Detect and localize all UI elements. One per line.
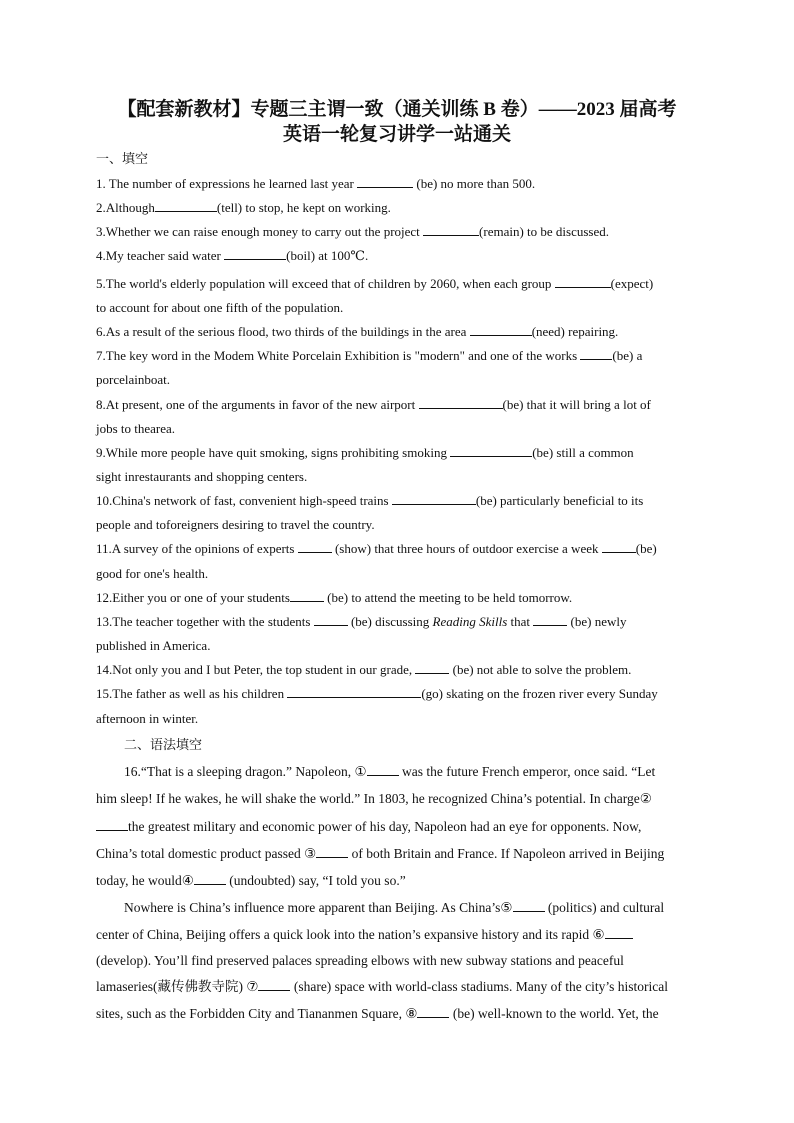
- question-5: 5.The world's elderly population will exceed that of children by 2060, when each group (expect): [96, 276, 654, 291]
- answer-blank[interactable]: [155, 199, 217, 212]
- answer-blank[interactable]: [224, 247, 286, 260]
- answer-blank[interactable]: [417, 1005, 449, 1018]
- passage-line: center of China, Beijing offers a quick look into the nation’s expansive history and its rapid ⑥: [96, 925, 633, 945]
- passage-line: (develop). You’ll find preserved palaces spreading elbows with new subway stations and peaceful: [96, 953, 624, 968]
- answer-blank[interactable]: [555, 275, 611, 288]
- answer-blank[interactable]: [357, 175, 413, 188]
- question-3: 3.Whether we can raise enough money to carry out the project (remain) to be discussed.: [96, 224, 610, 239]
- answer-blank[interactable]: [287, 685, 421, 698]
- question-7: 7.The key word in the Modem White Porcelain Exhibition is "modern" and one of the works (be) a: [96, 348, 643, 363]
- section2-heading: 二、语法填空: [124, 737, 203, 752]
- answer-blank[interactable]: [470, 323, 532, 336]
- document-title-line2: 英语一轮复习讲学一站通关: [282, 124, 511, 145]
- passage-line: Nowhere is China’s influence more apparent than Beijing. As China’s⑤ (politics) and cultural: [124, 900, 665, 915]
- passage-line: 16.“That is a sleeping dragon.” Napoleon, ① was the future French emperor, once said. “Let: [124, 764, 656, 779]
- question-15: 15.The father as well as his children (go) skating on the frozen river every Sunday: [96, 686, 658, 701]
- passage-line: China’s total domestic product passed ③ of both Britain and France. If Napoleon arrived in Beijing: [96, 846, 665, 861]
- question-7-cont: porcelainboat.: [96, 372, 170, 387]
- answer-blank[interactable]: [316, 845, 348, 858]
- answer-blank[interactable]: [314, 613, 348, 626]
- answer-blank[interactable]: [194, 872, 226, 885]
- answer-blank[interactable]: [298, 540, 332, 553]
- passage-line: today, he would④ (undoubted) say, “I told you so.”: [96, 873, 406, 888]
- question-1: 1. The number of expressions he learned last year (be) no more than 500.: [96, 176, 536, 191]
- document-title-line1: 【配套新教材】专题三主谓一致（通关训练 B 卷）——2023 届高考: [117, 99, 677, 120]
- answer-blank[interactable]: [423, 223, 479, 236]
- question-10-cont: people and toforeigners desiring to travel the country.: [96, 517, 375, 532]
- question-8-cont: jobs to thearea.: [96, 421, 176, 436]
- answer-blank[interactable]: [367, 763, 399, 776]
- question-15-cont: afternoon in winter.: [96, 711, 199, 726]
- question-5-cont: to account for about one fifth of the population.: [96, 300, 344, 315]
- question-8: 8.At present, one of the arguments in favor of the new airport (be) that it will bring a lot of: [96, 397, 651, 412]
- passage-line: the greatest military and economic power of his day, Napoleon had an eye for opponents. Now,: [96, 817, 641, 837]
- passage-line: sites, such as the Forbidden City and Tiananmen Square, ⑧ (be) well-known to the world. Yet, the: [96, 1006, 659, 1021]
- question-4: 4.My teacher said water (boil) at 100℃.: [96, 248, 369, 263]
- answer-blank[interactable]: [602, 540, 636, 553]
- question-9: 9.While more people have quit smoking, signs prohibiting smoking (be) still a common: [96, 445, 634, 460]
- question-13-cont: published in America.: [96, 638, 211, 653]
- answer-blank[interactable]: [450, 444, 532, 457]
- answer-blank[interactable]: [258, 978, 290, 991]
- answer-blank[interactable]: [580, 347, 612, 360]
- answer-blank[interactable]: [415, 661, 449, 674]
- question-2: 2.Although (tell) to stop, he kept on working.: [96, 200, 391, 215]
- passage-line: lamaseries(藏传佛教寺院) ⑦ (share) space with world-class stadiums. Many of the city’s historical: [96, 979, 668, 994]
- answer-blank[interactable]: [96, 818, 128, 831]
- answer-blank[interactable]: [605, 926, 633, 939]
- question-6: 6.As a result of the serious flood, two thirds of the buildings in the area (need) repairing.: [96, 324, 619, 339]
- section1-heading: 一、填空: [96, 151, 149, 166]
- question-14: 14.Not only you and I but Peter, the top student in our grade, (be) not able to solve the problem.: [96, 662, 632, 677]
- question-13: 13.The teacher together with the students (be) discussing Reading Skills that (be) newly: [96, 614, 627, 629]
- answer-blank[interactable]: [419, 396, 503, 409]
- question-11: 11.A survey of the opinions of experts (show) that three hours of outdoor exercise a week (be): [96, 541, 657, 556]
- question-10: 10.China's network of fast, convenient high-speed trains (be) particularly beneficial to its: [96, 493, 644, 508]
- question-12: 12.Either you or one of your students (be) to attend the meeting to be held tomorrow.: [96, 590, 573, 605]
- answer-blank[interactable]: [392, 492, 476, 505]
- question-9-cont: sight inrestaurants and shopping centers.: [96, 469, 308, 484]
- answer-blank[interactable]: [290, 589, 324, 602]
- answer-blank[interactable]: [533, 613, 567, 626]
- answer-blank[interactable]: [513, 899, 545, 912]
- passage-line: him sleep! If he wakes, he will shake the world.” In 1803, he recognized China’s potential. In charge②: [96, 791, 652, 806]
- question-11-cont: good for one's health.: [96, 566, 209, 581]
